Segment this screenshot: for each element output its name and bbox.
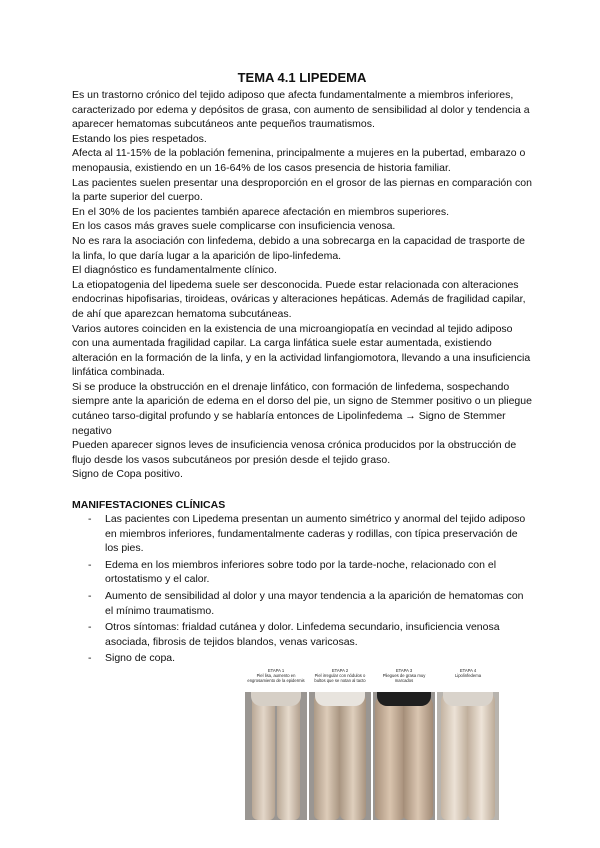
stage-caption bbox=[373, 668, 435, 690]
list-item: - Otros síntomas: frialdad cutánea y dolor. Linfedema secundario, insuficiencia venosa asociada, fibrosis de tejidos blandos, venas varicosas. bbox=[72, 620, 532, 649]
stage-3-panel bbox=[373, 668, 435, 820]
leg-left bbox=[375, 692, 405, 820]
underwear bbox=[377, 692, 431, 706]
leg-right bbox=[340, 692, 366, 820]
intro-text bbox=[72, 88, 532, 482]
paragraph: Varios autores coinciden en la existencia de una microangiopatía en vecindad al tejido adiposo con una aumentada fragilidad capilar. La carga linfática suele estar aumentada, existiendo alteración en la formación de la linfa, y en la actividad linfangiomotora, llevando a una insuficiencia linfática combinada. bbox=[72, 322, 531, 379]
stage-1-panel bbox=[245, 668, 307, 820]
lipedema-stages-figure bbox=[245, 668, 499, 820]
paragraph: Pueden aparecer signos leves de insuficiencia venosa crónica producidos por la obstrucción de flujo desde los vasos subcutáneos por presión desde el tejido graso. bbox=[72, 439, 517, 466]
stage-caption bbox=[245, 668, 307, 690]
section-heading: MANIFESTACIONES CLÍNICAS bbox=[72, 499, 226, 512]
paragraph: La etiopatogenia del lipedema suele ser desconocida. Puede estar relacionada con alteraciones endocrinas hipofisarias, tiroideas, ováricas y alteraciones hepáticas. Además de fragilidad capilar, de ahí que aparezcan hematoma subcutáneas. bbox=[72, 278, 526, 320]
leg-left bbox=[252, 692, 275, 820]
leg-right bbox=[403, 692, 433, 820]
stage-3-photo bbox=[373, 692, 435, 820]
stage-label: ETAPA 2 bbox=[331, 668, 349, 673]
stage-2-panel bbox=[309, 668, 371, 820]
paragraph: En los casos más graves suele complicarse con insuficiencia venosa. bbox=[72, 220, 396, 233]
paragraph: Es un trastorno crónico del tejido adiposo que afecta fundamentalmente a miembros inferiores, caracterizado por edema y depósitos de grasa, con aumento de sensibilidad al dolor y tendencia a aparecer hematomas subcutáneos ante pequeños traumatismos. bbox=[72, 89, 530, 131]
paragraph: En el 30% de los pacientes también aparece afectación en miembros superiores. bbox=[72, 205, 450, 218]
list-item: - Signo de copa. bbox=[72, 651, 532, 666]
stage-label: ETAPA 4 bbox=[459, 668, 477, 673]
leg-right bbox=[277, 692, 300, 820]
paragraph: Signo de Copa positivo. bbox=[72, 468, 183, 481]
leg-right bbox=[468, 692, 495, 820]
manifestaciones-list bbox=[72, 512, 532, 666]
underwear bbox=[443, 692, 493, 706]
stage-caption bbox=[309, 668, 371, 690]
stage-4-panel bbox=[437, 668, 499, 820]
paragraph: Si se produce la obstrucción en el drenaje linfático, con formación de linfedema, sospechando siempre ante la aparición de edema en el dorso del pie, un signo de Stemmer positivo o un pliegue cutáneo tarso-digital profundo y se hablaría entonces de Lipolinfedema → Signo de Stemmer negativo bbox=[72, 380, 532, 437]
stage-1-photo bbox=[245, 692, 307, 820]
paragraph: Afecta al 11-15% de la población femenina, principalmente a mujeres en la pubertad, embarazo o menopausia, existiendo en un 16-64% de los casos presencia de historia familiar. bbox=[72, 147, 526, 174]
stage-2-photo bbox=[309, 692, 371, 820]
paragraph: El diagnóstico es fundamentalmente clínico. bbox=[72, 264, 277, 277]
stage-label: ETAPA 1 bbox=[267, 668, 285, 673]
stage-caption bbox=[437, 668, 499, 690]
list-item: - Las pacientes con Lipedema presentan un aumento simétrico y anormal del tejido adiposo en miembros inferiores, fundamentalmente caderas y rodillas, con típica preservación de los pies. bbox=[72, 512, 532, 556]
page-title: TEMA 4.1 LIPEDEMA bbox=[237, 70, 367, 85]
paragraph: No es rara la asociación con linfedema, debido a una sobrecarga en la capacidad de trasporte de la linfa, lo que daría lugar a la aparición de lipo-linfedema. bbox=[72, 234, 525, 262]
stage-description: Lipolinfedema bbox=[454, 673, 482, 678]
list-item: - Aumento de sensibilidad al dolor y una mayor tendencia a la aparición de hematomas con el mínimo traumatismo. bbox=[72, 589, 532, 618]
stage-description: Piel lisa, aumento en engrosamiento de la epidermis bbox=[247, 673, 305, 683]
document-page bbox=[72, 70, 532, 668]
stage-description: Piel irregular con nódulos o bultos que se notan al tacto bbox=[314, 673, 366, 683]
list-item: - Edema en los miembros inferiores sobre todo por la tarde-noche, relacionado con el ortostatismo y el calor. bbox=[72, 558, 532, 587]
stage-description: Pliegues de grasa muy marcados bbox=[382, 673, 426, 683]
underwear bbox=[315, 692, 365, 706]
underwear bbox=[251, 692, 301, 706]
leg-left bbox=[441, 692, 468, 820]
paragraph: Estando los pies respetados. bbox=[72, 132, 207, 145]
stage-4-photo bbox=[437, 692, 499, 820]
leg-left bbox=[314, 692, 340, 820]
paragraph: Las pacientes suelen presentar una desproporción en el grosor de las piernas en comparación con la parte superior del cuerpo. bbox=[72, 176, 532, 204]
stage-label: ETAPA 3 bbox=[395, 668, 413, 673]
